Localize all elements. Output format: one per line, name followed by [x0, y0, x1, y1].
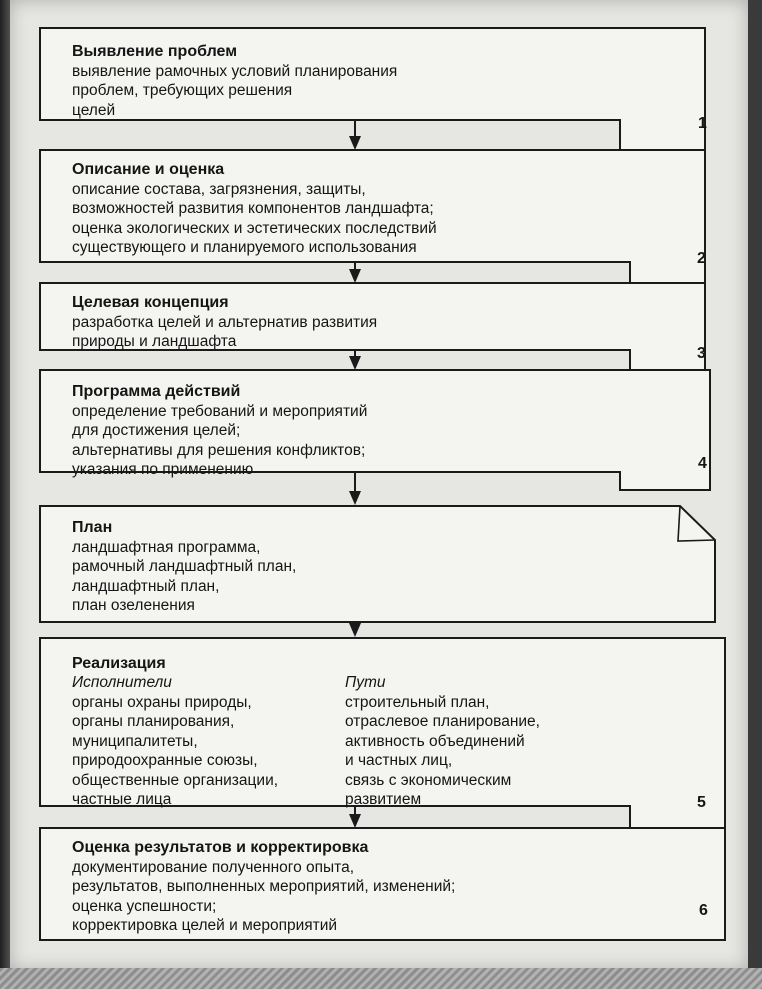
step-2-title: Описание и оценка	[72, 161, 225, 178]
plan-line: рамочный ландшафтный план,	[72, 558, 297, 575]
performer-item: органы планирования,	[72, 713, 235, 730]
plan-line: план озеленения	[72, 597, 195, 614]
step-4-line: определение требований и мероприятий	[72, 402, 368, 420]
way-item: и частных лиц,	[345, 752, 453, 769]
step-4-line: для достижения целей;	[72, 422, 241, 439]
step-3-title: Целевая концепция	[72, 294, 229, 311]
step-2-number: 2	[697, 250, 706, 267]
step-4-title: Программа действий	[72, 383, 241, 400]
step-3-line: разработка целей и альтернатив развития	[72, 313, 378, 331]
step-1-title: Выявление проблем	[72, 43, 238, 60]
step-1-number: 1	[698, 115, 707, 132]
step-4-line: альтернативы для решения конфликтов;	[72, 441, 366, 459]
way-item: строительный план,	[345, 693, 490, 711]
arrow-1-2	[349, 120, 361, 150]
step-4-line: указания по применению	[72, 461, 254, 478]
way-item: связь с экономическим	[345, 771, 512, 789]
performer-item: муниципалитеты,	[72, 732, 198, 750]
step-2-line: возможностей развития компонентов ландшафта;	[72, 200, 434, 217]
plan-title: План	[72, 519, 113, 536]
step-1-line: целей	[72, 101, 116, 119]
step-2-line: оценка экологических и эстетических последствий	[72, 219, 437, 237]
step-3-text	[72, 293, 377, 352]
step-4-text	[72, 382, 367, 480]
step-1-line: проблем, требующих решения	[72, 82, 293, 99]
step-6-text	[72, 838, 455, 936]
performer-item: частные лица	[72, 791, 172, 808]
step-3-line: природы и ландшафта	[72, 333, 237, 350]
step-5-title: Реализация	[72, 655, 166, 672]
step-6-line: документирование полученного опыта,	[72, 858, 355, 876]
way-item: активность объединений	[345, 732, 525, 750]
step-6-line: оценка успешности;	[72, 897, 217, 915]
step-1-line: выявление рамочных условий планирования	[72, 62, 398, 80]
step-6-number: 6	[699, 902, 708, 919]
step-1-text	[72, 42, 397, 120]
way-item: отраслевое планирование,	[345, 713, 540, 730]
step-5-text	[72, 654, 692, 808]
step-5-number: 5	[697, 794, 706, 811]
plan-line: ландшафтная программа,	[72, 538, 261, 556]
step-6-line: результатов, выполненных мероприятий, изменений;	[72, 878, 456, 895]
step-2-line: существующего и планируемого использования	[72, 239, 417, 256]
step-4-number: 4	[698, 455, 707, 472]
step-6-line: корректировка целей и мероприятий	[72, 917, 338, 934]
ways-column	[345, 673, 645, 810]
performers-heading: Исполнители	[72, 674, 172, 691]
plan-text	[72, 518, 296, 616]
performers-column	[72, 673, 342, 810]
step-6-title: Оценка результатов и корректировка	[72, 839, 369, 856]
step-2-line: описание состава, загрязнения, защиты,	[72, 180, 366, 198]
plan-line: ландшафтный план,	[72, 577, 220, 595]
ways-heading: Пути	[345, 674, 386, 691]
step-3-number: 3	[697, 345, 706, 362]
performer-item: органы охраны природы,	[72, 693, 252, 711]
arrow-2-3	[349, 262, 361, 283]
arrow-plan-5	[349, 622, 361, 637]
performer-item: природоохранные союзы,	[72, 752, 258, 769]
step-2-text	[72, 160, 437, 258]
arrow-3-4	[349, 350, 361, 370]
performer-item: общественные организации,	[72, 771, 279, 789]
way-item: развитием	[345, 791, 422, 808]
